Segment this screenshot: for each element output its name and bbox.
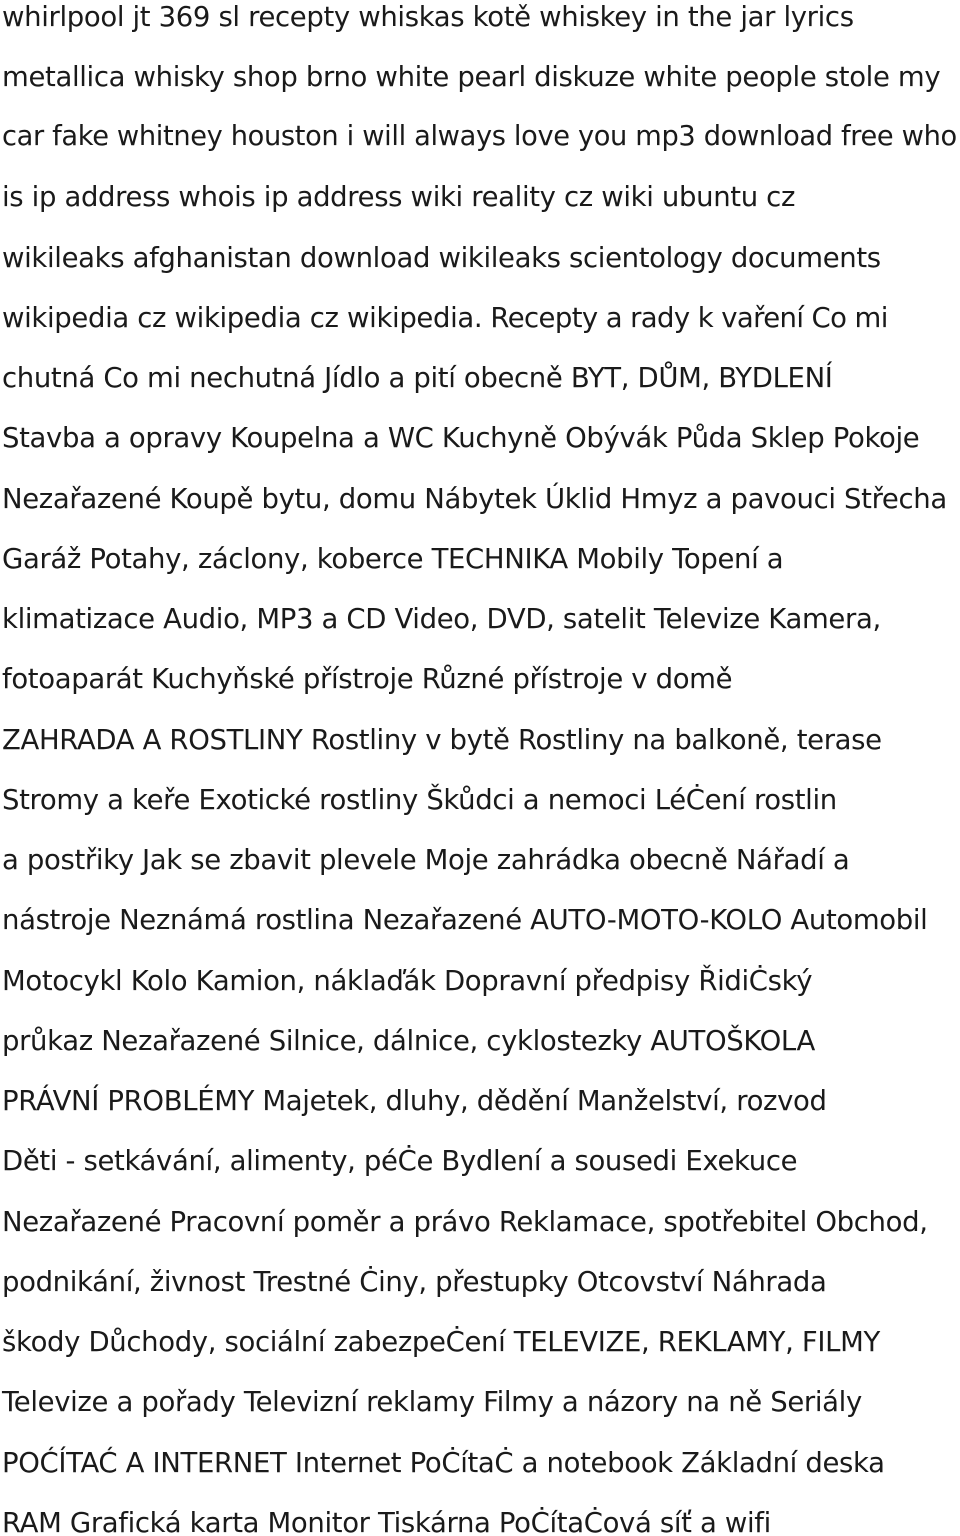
- text-line-19: PRÁVNÍ PROBLÉMY Majetek, dluhy, dědění Manželství, rozvod: [2, 1085, 827, 1117]
- text-line-15: a postřiky Jak se zbavit plevele Moje zahrádka obecně Nářadí a: [2, 844, 850, 876]
- text-line-3: car fake whitney houston i will always love you mp3 download free who: [2, 121, 957, 152]
- text-line-22: podnikání, živnost Trestné Ċiny, přestupky Otcovství Náhrada: [2, 1266, 827, 1298]
- text-line-13: ZAHRADA A ROSTLINY Rostliny v bytě Rostliny na balkoně, terase: [2, 724, 882, 756]
- text-line-18: průkaz Nezařazené Silnice, dálnice, cyklostezky AUTOŠKOLA: [2, 1025, 815, 1057]
- text-line-17: Motocykl Kolo Kamion, náklaďák Dopravní předpisy ŘidiĊský: [2, 965, 813, 997]
- text-line-4: is ip address whois ip address wiki reality cz wiki ubuntu cz: [2, 181, 796, 213]
- text-line-6-end: Recepty a rady k vaření Co mi: [482, 302, 888, 334]
- text-line-21: Nezařazené Pracovní poměr a právo Reklamace, spotřebitel Obchod,: [2, 1206, 928, 1238]
- text-line-7: chutná Co mi nechutná Jídlo a pití obecně BYT, DŮM, BYDLENÍ: [2, 362, 833, 394]
- text-line-2: metallica whisky shop brno white pearl diskuze white people stole my: [2, 61, 941, 93]
- text-line-16: nástroje Neznámá rostlina Nezařazené AUTO-MOTO-KOLO Automobil: [2, 904, 928, 936]
- text-line-26: RAM Grafická karta Monitor Tiskárna PoĊítaĊová síť a wifi: [2, 1507, 771, 1536]
- text-line-9: Nezařazené Koupě bytu, domu Nábytek Úklid Hmyz a pavouci Střecha: [2, 483, 947, 515]
- text-line-8: Stavba a opravy Koupelna a WC Kuchyně Obývák Půda Sklep Pokoje: [2, 422, 920, 454]
- text-line-23: škody Důchody, sociální zabezpeĊení TELEVIZE, REKLAMY, FILMY: [2, 1326, 880, 1358]
- text-line-1: whirlpool jt 369 sl recepty whiskas kotě whiskey in the jar lyrics: [2, 1, 854, 33]
- text-line-5: wikileaks afghanistan download wikileaks scientology documents: [2, 242, 881, 274]
- text-line-12: fotoaparát Kuchyňské přístroje Různé přístroje v domě: [2, 663, 733, 695]
- text-line-20: Děti - setkávání, alimenty, péĊe Bydlení a sousedi Exekuce: [2, 1145, 798, 1177]
- text-line-25: POĆÍTAĆ A INTERNET Internet PoĊítaĊ a notebook Základní deska: [2, 1447, 885, 1479]
- text-line-24: Televize a pořady Televizní reklamy Filmy a názory na ně Seriály: [2, 1386, 862, 1418]
- text-line-10: Garáž Potahy, záclony, koberce TECHNIKA Mobily Topení a: [2, 543, 784, 575]
- text-line-14: Stromy a keře Exotické rostliny Škůdci a nemoci LéĊení rostlin: [2, 784, 837, 816]
- text-line-6: [2, 288, 888, 348]
- text-line-11: klimatizace Audio, MP3 a CD Video, DVD, satelit Televize Kamera,: [2, 603, 881, 635]
- text-line-6-start: wikipedia cz wikipedia cz wikipedia.: [2, 302, 483, 334]
